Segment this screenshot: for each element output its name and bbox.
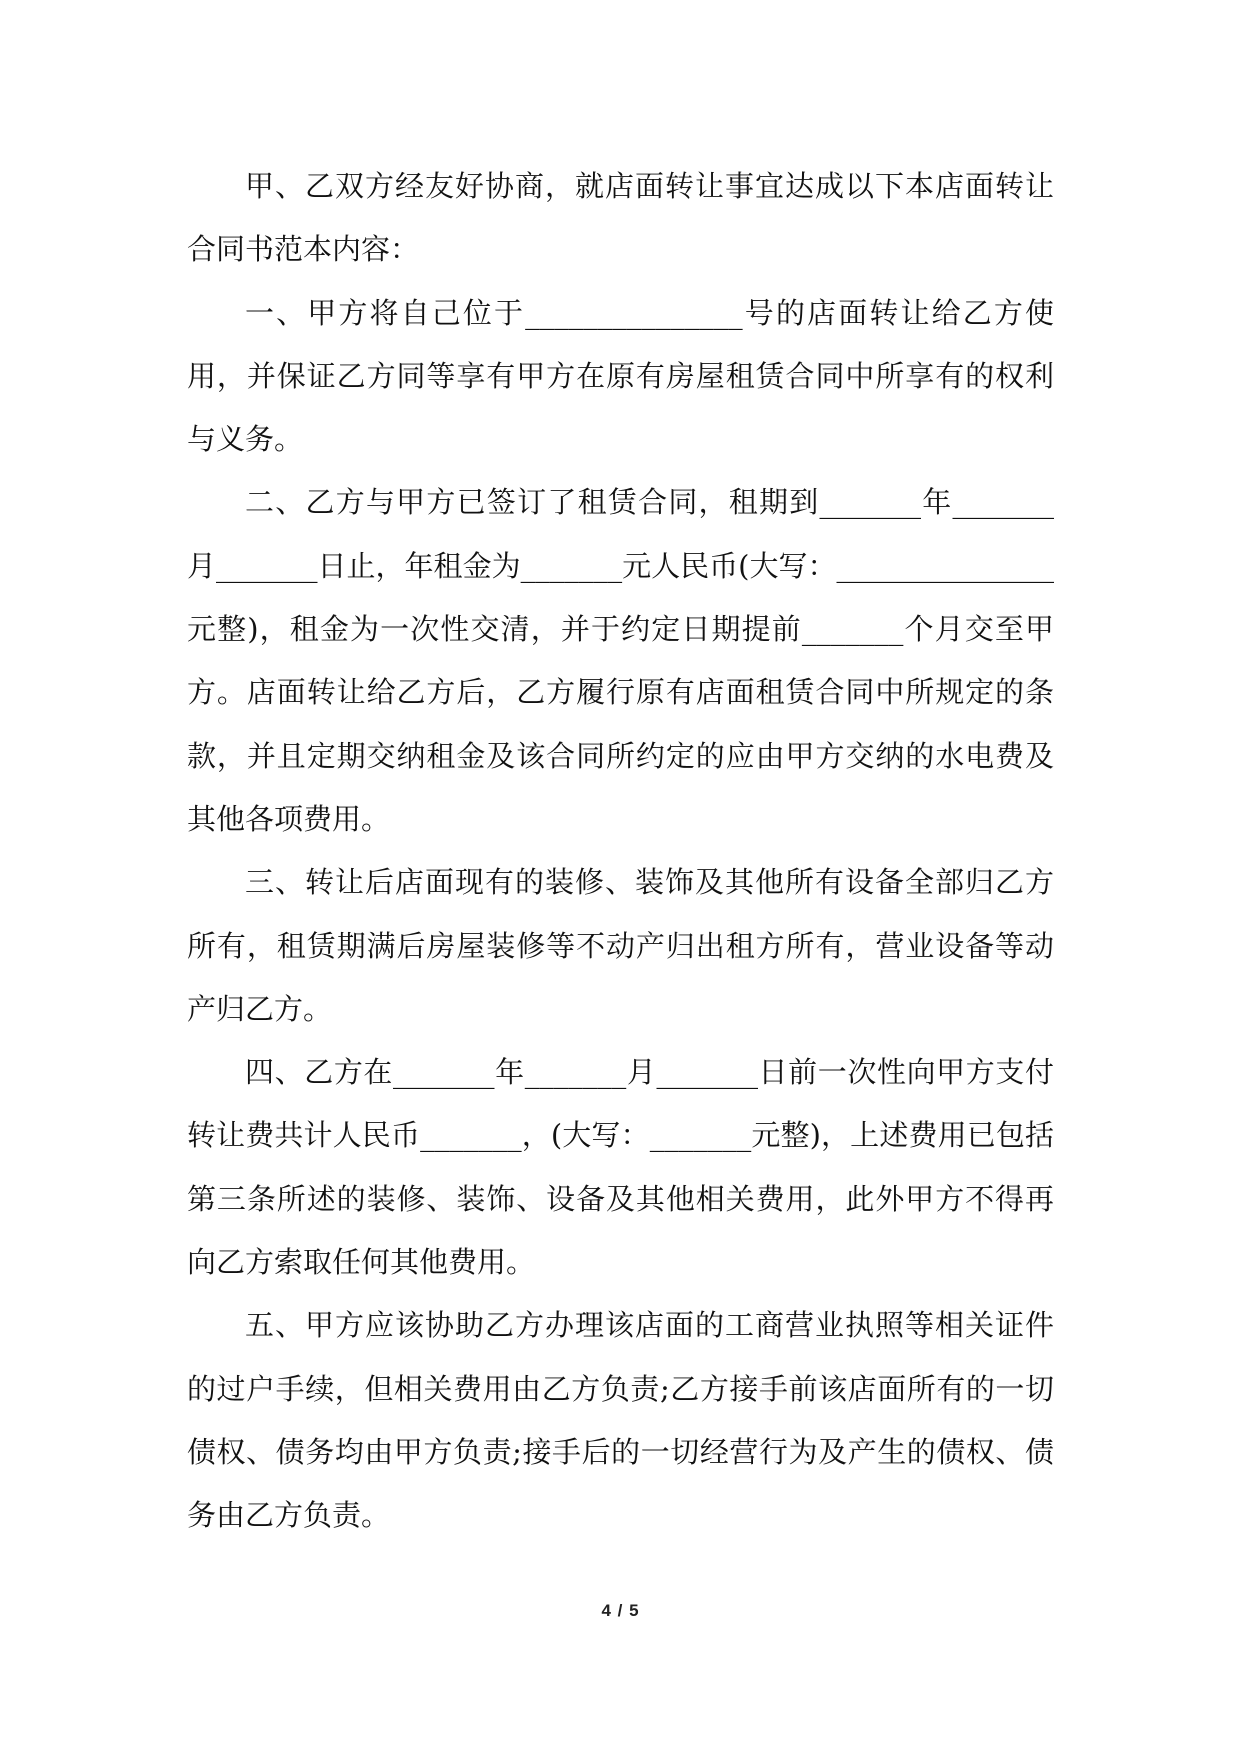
document-body	[187, 155, 1054, 1548]
paragraph-clause-4: 四、乙方在_______年_______月_______日前一次性向甲方支付转让费共计人民币_______，(大写：_______元整)，上述费用已包括第三条所述的装修、装饰、设备及其他相关费用，此外甲方不得再向乙方索取任何其他费用。	[187, 1055, 1054, 1280]
paragraph-intro: 甲、乙双方经友好协商，就店面转让事宜达成以下本店面转让合同书范本内容：	[187, 169, 1054, 267]
paragraph-clause-5: 五、甲方应该协助乙方办理该店面的工商营业执照等相关证件的过户手续，但相关费用由乙方负责;乙方接手前该店面所有的一切债权、债务均由甲方负责;接手后的一切经营行为及产生的债权、债务由乙方负责。	[187, 1308, 1054, 1533]
paragraph-clause-1: 一、甲方将自己位于_______________号的店面转让给乙方使用，并保证乙方同等享有甲方在原有房屋租赁合同中所享有的权利与义务。	[187, 295, 1054, 457]
paragraph-clause-3: 三、转让后店面现有的装修、装饰及其他所有设备全部归乙方所有，租赁期满后房屋装修等不动产归出租方所有，营业设备等动产归乙方。	[187, 865, 1054, 1026]
page-number: 4 / 5	[601, 1601, 640, 1620]
paragraph-clause-2: 二、乙方与甲方已签订了租赁合同，租期到_______年_______月_______日止，年租金为_______元人民币(大写：_______________元整)，租金为一次性交清，并于约定日期提前_______个月交至甲方。店面转让给乙方后，乙方履行原有店面租赁合同中所规定的条款，并且定期交纳租金及该合同所约定的应由甲方交纳的水电费及其他各项费用。	[187, 485, 1054, 836]
